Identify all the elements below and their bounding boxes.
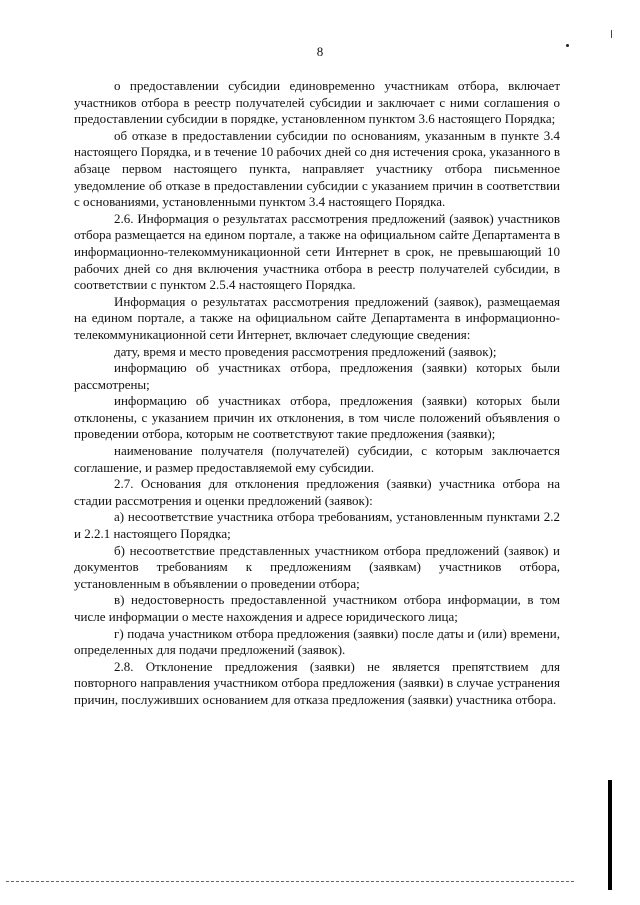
paragraph: г) подача участником отбора предложения (заявки) после даты и (или) времени, определенных для подачи предложений (заявок).	[74, 625, 560, 658]
scan-right-edge	[608, 780, 612, 890]
scan-edge-mark	[611, 30, 612, 38]
page-number: 8	[316, 44, 324, 59]
paragraph: дату, время и место проведения рассмотрения предложений (заявок);	[114, 343, 497, 359]
paragraph: Информация о результатах рассмотрения предложений (заявок), размещаемая на едином портале, а также на официальном сайте Департамента в информационно-телекоммуникационной сети Интернет, включает следующие сведения:	[74, 293, 560, 342]
paragraph: 2.6. Информация о результатах рассмотрения предложений (заявок) участников отбора размещается на едином портале, а также на официальном сайте Департамента в информационно-телекоммуникационной сети Интернет в срок, не превышающий 10 рабочих дней со дня включения участника отбора в реестр получателей субсидии, в соответствии с пунктом 2.5.4 настоящего Порядка.	[74, 210, 560, 293]
paragraph: об отказе в предоставлении субсидии по основаниям, указанным в пункте 3.4 настоящего Порядка, и в течение 10 рабочих дней со дня истечения срока, указанного в абзаце первом настоящего пункта, направляет участнику отбора письменное уведомление об отказе в предоставлении субсидии с указанием причин в соответствии с основаниями, установленными пунктом 3.4 настоящего Порядка.	[74, 127, 560, 210]
paragraph: информацию об участниках отбора, предложения (заявки) которых были рассмотрены;	[74, 360, 560, 392]
document-body	[74, 78, 560, 709]
paragraph: 2.8. Отклонение предложения (заявки) не является препятствием для повторного направления участником отбора предложения (заявки) в случае устранения причин, послуживших основанием для отказа предложения (заявки) участника отбора.	[74, 658, 560, 707]
scan-bottom-line	[6, 881, 574, 882]
paragraph: б) несоответствие представленных участником отбора предложений (заявок) и документов требованиям к предложениям (заявкам) участников отбора, установленным в объявлении о проведении отбора;	[74, 542, 560, 591]
paragraph: 2.7. Основания для отклонения предложения (заявки) участника отбора на стадии рассмотрения и оценки предложений (заявок):	[74, 476, 560, 508]
paragraph: информацию об участниках отбора, предложения (заявки) которых были отклонены, с указанием причин их отклонения, в том числе положений объявления о проведении отбора, которым не соответствуют такие предложения (заявки);	[74, 393, 560, 442]
paragraph: о предоставлении субсидии единовременно участникам отбора, включает участников отбора в реестр получателей субсидии и заключает с ними соглашения о предоставлении субсидии в порядке, установленном пунктом 3.6 настоящего Порядка;	[74, 78, 560, 127]
paragraph: наименование получателя (получателей) субсидии, с которым заключается соглашение, и размер предоставляемой ему субсидии.	[74, 443, 560, 475]
scan-speck	[566, 44, 569, 47]
paragraph: а) несоответствие участника отбора требованиям, установленным пунктами 2.2 и 2.2.1 настоящего Порядка;	[74, 509, 560, 542]
paragraph: в) недостоверность предоставленной участником отбора информации, в том числе информации о месте нахождения и адресе юридического лица;	[74, 592, 560, 624]
